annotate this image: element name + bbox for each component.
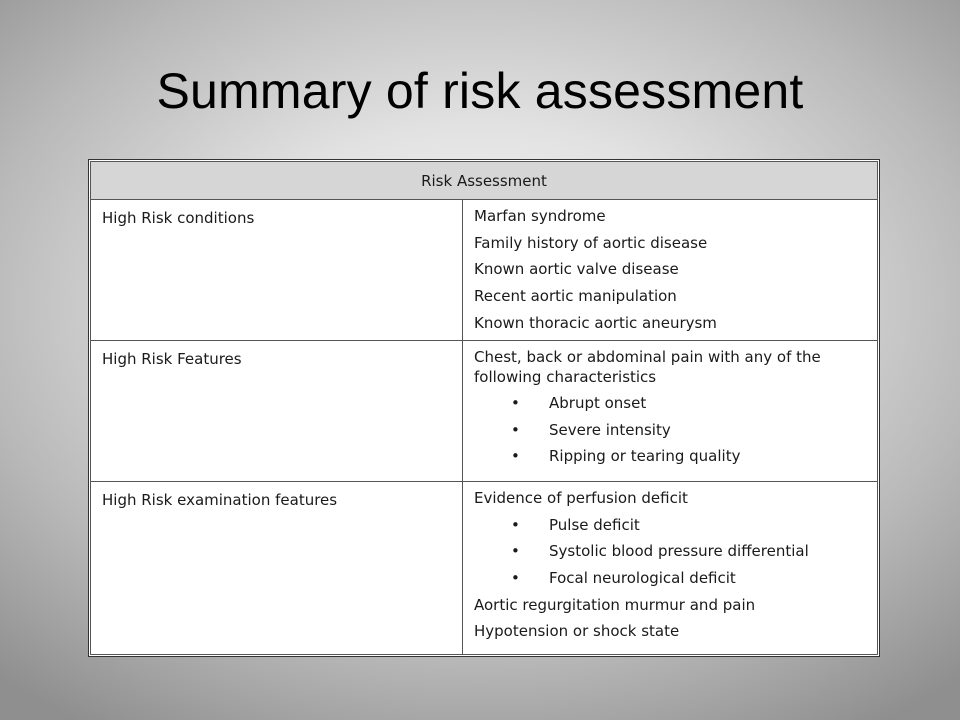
feature-bullet-list bbox=[474, 393, 869, 466]
table-header: Risk Assessment bbox=[91, 162, 878, 200]
exam-item: Hypotension or shock state bbox=[474, 622, 680, 641]
slide-title: Summary of risk assessment bbox=[156, 63, 804, 119]
row-content bbox=[463, 482, 878, 655]
risk-assessment-table-container bbox=[88, 159, 880, 657]
row-label bbox=[91, 200, 463, 341]
feature-intro: Chest, back or abdominal pain with any of the following characteristics bbox=[474, 348, 821, 386]
exam-bullet-list bbox=[474, 515, 869, 588]
condition-item: Known thoracic aortic aneurysm bbox=[474, 313, 717, 332]
row-label bbox=[91, 341, 463, 482]
exam-intro: Evidence of perfusion deficit bbox=[474, 489, 688, 507]
row-content bbox=[463, 200, 878, 341]
row-label bbox=[91, 482, 463, 655]
bullet-item: • Abrupt onset bbox=[474, 393, 869, 413]
row-content bbox=[463, 341, 878, 482]
bullet-item: • Pulse deficit bbox=[474, 515, 869, 535]
bullet-item: • Ripping or tearing quality bbox=[474, 446, 869, 466]
exam-item: Aortic regurgitation murmur and pain bbox=[474, 595, 756, 614]
row-label-text: High Risk examination features bbox=[102, 491, 338, 509]
condition-item: Family history of aortic disease bbox=[474, 233, 708, 252]
condition-item: Recent aortic manipulation bbox=[474, 287, 677, 306]
risk-assessment-table bbox=[90, 161, 878, 655]
row-label-text: High Risk Features bbox=[102, 350, 242, 368]
table-row-high-risk-examination-features bbox=[91, 482, 878, 655]
table-row-high-risk-features bbox=[91, 341, 878, 482]
bullet-item: • Focal neurological deficit bbox=[474, 568, 869, 588]
condition-item: Marfan syndrome bbox=[474, 207, 606, 225]
table-row-high-risk-conditions bbox=[91, 200, 878, 341]
bullet-item: • Severe intensity bbox=[474, 420, 869, 440]
row-label-text: High Risk conditions bbox=[102, 209, 255, 227]
condition-item: Known aortic valve disease bbox=[474, 260, 679, 279]
bullet-item: • Systolic blood pressure differential bbox=[474, 541, 869, 561]
